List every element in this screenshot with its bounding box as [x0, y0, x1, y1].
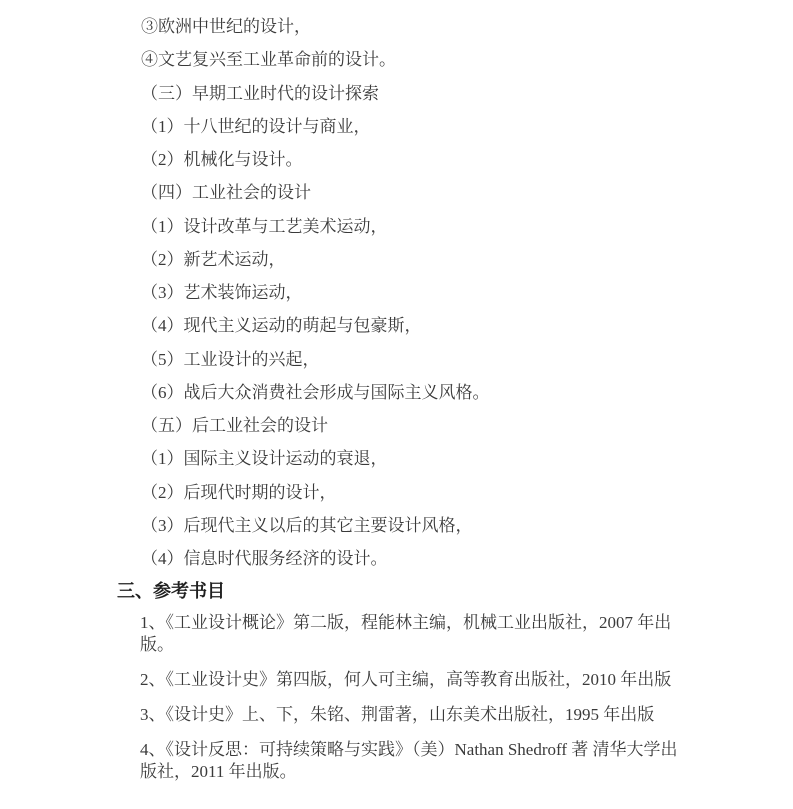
references-list [140, 612, 678, 783]
outline-line: （4）现代主义运动的萌起与包豪斯， [141, 316, 422, 336]
course-outline-list [141, 10, 490, 575]
reference-line: 1、《工业设计概论》第二版，程能林主编，机械工业出版社，2007 年出 [140, 613, 672, 632]
outline-line: （4）信息时代服务经济的设计。 [141, 549, 388, 568]
outline-line: （三）早期工业时代的设计探索 [141, 83, 379, 103]
outline-line: （3）后现代主义以后的其它主要设计风格， [141, 515, 473, 535]
reference-item [140, 612, 678, 656]
outline-line: （五）后工业社会的设计 [141, 416, 328, 435]
reference-item [140, 739, 678, 783]
references-heading: 三、参考书目 [117, 581, 225, 601]
outline-line: （6）战后大众消费社会形成与国际主义风格。 [141, 382, 490, 402]
outline-line: ③欧洲中世纪的设计， [141, 17, 311, 36]
outline-line: （2）后现代时期的设计， [141, 482, 337, 502]
outline-line: （1）设计改革与工艺美术运动， [141, 216, 388, 236]
outline-line: （四）工业社会的设计 [141, 183, 311, 203]
outline-line: （1）国际主义设计运动的衰退， [141, 449, 388, 469]
reference-item [140, 704, 678, 726]
outline-line: （3）艺术装饰运动， [141, 283, 303, 302]
outline-line: ④文艺复兴至工业革命前的设计。 [141, 50, 396, 70]
outline-line: （2）新艺术运动， [141, 249, 286, 269]
reference-line: 2、《工业设计史》第四版，何人可主编，高等教育出版社，2010 年出版 [140, 670, 672, 689]
reference-line: 版社，2011 年出版。 [140, 762, 297, 781]
reference-line: 版。 [140, 635, 174, 654]
outline-line: （2）机械化与设计。 [141, 150, 303, 169]
outline-line: （5）工业设计的兴起， [141, 349, 320, 369]
reference-item [140, 669, 678, 691]
outline-line: （1）十八世纪的设计与商业， [141, 116, 371, 136]
reference-line: 4、《设计反思：可持续策略与实践》（美）Nathan Shedroff 著 清华大学出 [140, 740, 678, 759]
reference-line: 3、《设计史》上、下，朱铭、荆雷著，山东美术出版社，1995 年出版 [140, 705, 655, 724]
